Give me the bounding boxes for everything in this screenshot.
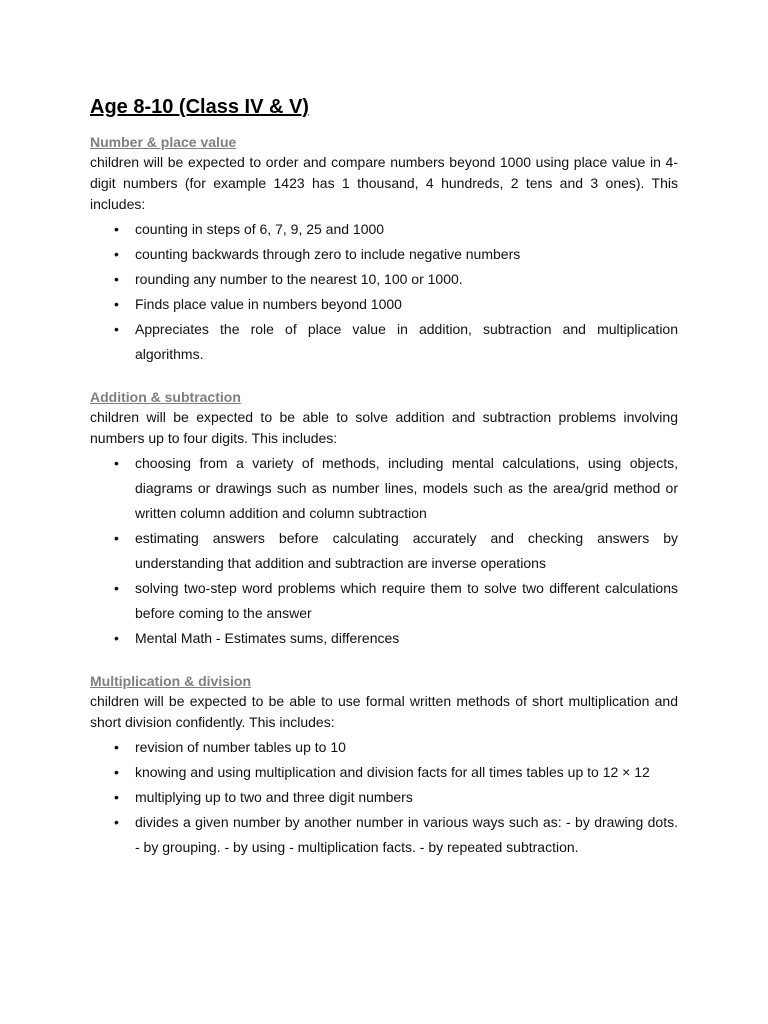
section-number-place-value [90, 132, 678, 367]
bullet-list [90, 217, 678, 367]
list-item [90, 760, 678, 785]
list-item-text: Appreciates the role of place value in addition, subtraction and multiplication algorithms. [135, 321, 678, 362]
list-item [90, 317, 678, 367]
bullet-icon: • [114, 246, 119, 262]
document-page [90, 94, 678, 880]
bullet-icon: • [114, 764, 119, 780]
list-item [90, 526, 678, 576]
bullet-icon: • [114, 296, 119, 312]
list-item [90, 267, 678, 292]
section-heading: Addition & subtraction [90, 389, 241, 405]
bullet-icon: • [114, 814, 119, 830]
section-intro: children will be expected to be able to solve addition and subtraction problems involving numbers up to four digits. This includes: [90, 409, 678, 446]
list-item [90, 735, 678, 760]
bullet-icon: • [114, 271, 119, 287]
list-item [90, 626, 678, 651]
bullet-list [90, 451, 678, 651]
list-item-text: revision of number tables up to 10 [135, 739, 346, 755]
list-item-text: multiplying up to two and three digit numbers [135, 789, 413, 805]
section-addition-subtraction [90, 387, 678, 651]
list-item [90, 810, 678, 860]
list-item [90, 785, 678, 810]
list-item-text: counting backwards through zero to include negative numbers [135, 246, 521, 262]
list-item-text: knowing and using multiplication and division facts for all times tables up to 12 × 12 [135, 764, 650, 780]
list-item [90, 451, 678, 526]
bullet-icon: • [114, 530, 119, 546]
page-title: Age 8-10 (Class IV & V) [90, 96, 309, 118]
bullet-icon: • [114, 580, 119, 596]
list-item-text: rounding any number to the nearest 10, 100 or 1000. [135, 271, 463, 287]
list-item-text: choosing from a variety of methods, including mental calculations, using objects, diagrams or drawings such as number lines, models such as the area/grid method or written column addition and column subtraction [135, 455, 678, 521]
bullet-icon: • [114, 630, 119, 646]
list-item [90, 292, 678, 317]
bullet-icon: • [114, 221, 119, 237]
list-item [90, 576, 678, 626]
bullet-icon: • [114, 321, 119, 337]
section-intro: children will be expected to order and compare numbers beyond 1000 using place value in 4-digit numbers (for example 1423 has 1 thousand, 4 hundreds, 2 tens and 3 ones). This includes: [90, 154, 678, 212]
bullet-icon: • [114, 739, 119, 755]
list-item-text: counting in steps of 6, 7, 9, 25 and 1000 [135, 221, 385, 237]
section-intro: children will be expected to be able to use formal written methods of short multiplication and short division confidently. This includes: [90, 693, 678, 730]
list-item-text: solving two-step word problems which require them to solve two different calculations before coming to the answer [135, 580, 678, 621]
list-item-text: Mental Math - Estimates sums, differences [135, 630, 400, 646]
bullet-icon: • [114, 789, 119, 805]
section-heading: Number & place value [90, 134, 237, 150]
list-item [90, 242, 678, 267]
list-item-text: Finds place value in numbers beyond 1000 [135, 296, 402, 312]
list-item-text: divides a given number by another number in various ways such as: - by drawing dots. - by grouping. - by using - multiplication facts. - by repeated subtraction. [135, 814, 678, 855]
section-multiplication-division [90, 671, 678, 860]
bullet-list [90, 735, 678, 860]
list-item [90, 217, 678, 242]
bullet-icon: • [114, 455, 119, 471]
list-item-text: estimating answers before calculating accurately and checking answers by understanding that addition and subtraction are inverse operations [135, 530, 678, 571]
section-heading: Multiplication & division [90, 673, 251, 689]
